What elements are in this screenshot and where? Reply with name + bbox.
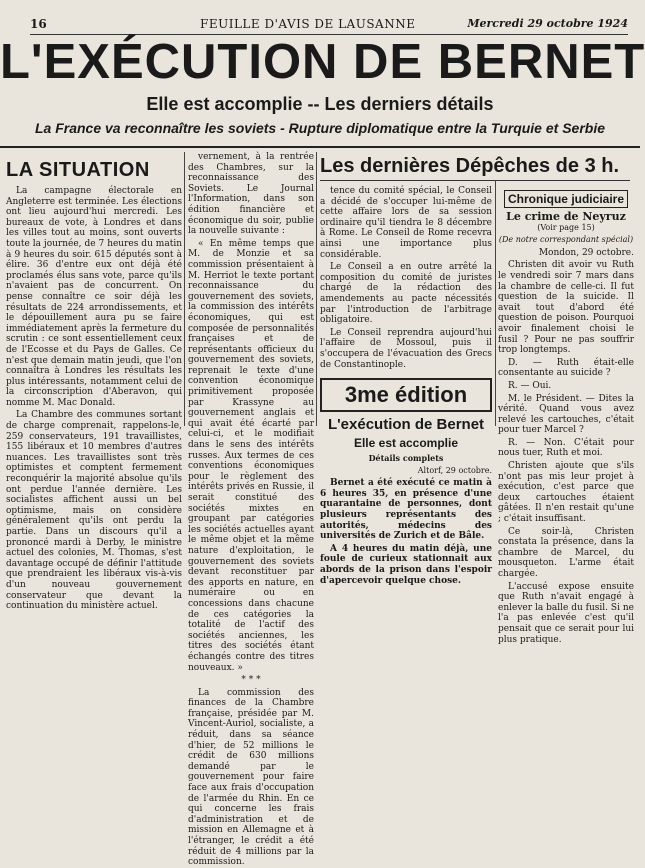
header-divider [0, 146, 640, 148]
third-edition-banner [320, 378, 492, 412]
column-divider [316, 152, 317, 426]
article-paragraph: A 4 heures du matin déjà, une foule de curieux stationnait aux abords de la prison dans l'espoir d'apercevoir quelque chose. [320, 543, 492, 586]
section-title-situation: LA SITUATION [6, 159, 150, 181]
page-reference: (Voir page 15) [537, 222, 595, 232]
subheadline: Elle est accomplie -- Les derniers détails [146, 94, 494, 114]
column-situation [6, 152, 182, 612]
article-paragraph: vernement, à la rentrée des Chambres, sur la reconnaissance des Soviets. Le Journal l'Information, dans son édition financière et économique du soir, publie la nouvelle suivante : [188, 152, 314, 237]
crime-title: Le crime de Neyruz [506, 210, 626, 223]
article-paragraph: R. — Non. C'était pour nous tuer, Ruth et moi. [498, 437, 634, 459]
execution-title: L'exécution de Bernet [327, 416, 485, 434]
masthead-bar [30, 16, 628, 35]
correspondent-note: (De notre correspondant spécial) [498, 235, 634, 245]
article-paragraph: Christen ajoute que s'ils n'ont pas mis leur projet à exécution, c'est parce que deux cartouches étaient gâtées. Il n'en restait qu'une ; c'était insuffisant. [498, 461, 634, 525]
issue-date: Mercredi 29 octobre 1924 [467, 17, 628, 30]
article-paragraph: D. — Ruth était-elle consentante au suicide ? [498, 357, 634, 379]
article-paragraph: La commission des finances de la Chambre française, présidée par M. Vincent-Auriol, socialiste, a réduit, dans sa séance d'hier, de 52 millions le crédit de 630 millions demandé par le gouvernement pour faire face aux frais d'occupation de l'armée du Rhin. En ce qui concerne les frais d'administration et de mission en Allemagne et à l'étranger, le crédit a été réduit de 4 millions par la commission. [188, 687, 314, 868]
column-depeches [320, 152, 492, 586]
article-paragraph: « En même temps que M. de Monzie et sa commission présentaient à M. Herriot le texte portant reconnaissance du gouvernement des soviets, la commission des intérêts économiques, qui est composée de personnalités françaises et de représentants officieux du gouvernement des soviets, reprenait le texte d'une convention économique primitivement proposée par Krassyne au gouvernement anglais et qui avait été écarté par celui-ci, et le modifiait dans le sens des intérêts russes. Aux termes de ces conventions économiques pour le règlement des intérêts privés en Russie, il serait constitué des sociétés mixtes en groupant par catégories les sociétés actuelles ayant le même objet et la même nature d'exploitation, le gouvernement des soviets devant reconstituer par des apports en nature, en numéraire ou en concessions dans chacune de ces catégories la totalité de l'actif des sociétés anciennes, les titres des sociétés étant échangés contre des titres nouveaux. » [188, 238, 314, 673]
page-number: 16 [30, 17, 47, 31]
article-paragraph: Christen dit avoir vu Ruth le vendredi soir 7 mars dans la chambre de celle-ci. Il fut question de la suicide. Il avait tout d'abord été question de poison. Pourquoi avoir finalement choisi le fusil ? Pour ne pas souffrir trop longtemps. [498, 260, 634, 356]
article-paragraph: La campagne électorale en Angleterre est terminée. Les élections ont lieu aujourd'hui mercredi. Les bureaux de vote, à Londres et dans les villes tout au moins, sont ouverts toute la journée, de 7 heures du matin à 9 heures du soir. 615 députés sont à élire. 36 d'entre eux ont déjà été proclamés élus sans vote, parce qu'ils n'avaient pas de concurrent. On pense connaître ce soir déjà les résultats de 224 arrondissements, et le dépouillement aura pu se faire immédiatement après la fermeture du scrutin : ce sont essentiellement ceux de l'Ecosse et du Pays de Galles. Ce n'est que demain matin jeudi, que l'on connaîtra à Londres les résultats les plus intéressants, notamment celui de la circonscription d'Aberavon, qui nomme M. Mac Donald. [6, 186, 182, 408]
column-divider [184, 152, 185, 426]
dateline: Altorf, 29 octobre. [417, 465, 492, 475]
article-paragraph: Le Conseil a en outre arrêté la composition du comité de juristes chargé de la rédaction des amendements au pacte nécessités par l'introduction de l'arbitrage obligatoire. [320, 262, 492, 326]
newspaper-name: FEUILLE D'AVIS DE LAUSANNE [200, 17, 416, 31]
separator-stars: * * * [241, 675, 261, 686]
article-paragraph: Le Conseil reprendra aujourd'hui l'affaire de Mossoul, puis il s'occupera de l'évacuation des Grecs de Constantinople. [320, 327, 492, 370]
dateline: Mondon, 29 octobre. [538, 247, 634, 258]
section-title-depeches: Les dernières Dépêches de 3 h. [320, 152, 630, 181]
edition-label: édition [395, 382, 468, 408]
article-paragraph: R. — Oui. [508, 380, 552, 391]
edition-number: 3me [344, 382, 389, 408]
details-label: Détails complets [368, 453, 444, 464]
column-chronique [498, 152, 634, 645]
article-paragraph: Ce soir-là, Christen constata la présence, dans la chambre de Marcel, du mousqueton. L'arme était chargée. [498, 526, 634, 579]
article-paragraph: M. le Président. — Dites la vérité. Quand vous avez relevé les cartouches, c'était pour tuer Marcel ? [498, 393, 634, 436]
column-soviets [188, 152, 314, 868]
main-headline: L'EXÉCUTION DE BERNET [0, 35, 645, 89]
article-paragraph: Bernet a été exécuté ce matin à 6 heures 35, en présence d'une quarantaine de personnes, dont plusieurs représentants des autorités, médecins des universités de Zurich et de Bâle. [320, 478, 492, 542]
execution-subtitle: Elle est accomplie [353, 436, 459, 451]
column-divider [495, 180, 496, 426]
chronique-box: Chronique judiciaire [504, 190, 628, 208]
article-paragraph: La Chambre des communes sortant de charge comprenait, rappelons-le, 259 conservateurs, 191 travaillistes, 155 libéraux et 10 membres d'autres nuances. Les travaillistes sont très optimistes et comptent fermement reconquérir la majorité absolue qu'ils ont perdue l'année dernière. Les socialistes affichent aussi un bel optimisme, mais on considère généralement qu'ils ont perdu la partie. Dans un discours qu'il a prononcé mardi à Derby, le ministre actuel des colonies, M. Thomas, s'est davantage occupé de définir l'attitude que prendraient les libéraux vis-à-vis d'un nouveau gouvernement conservateur que devant la continuation du ministère actuel. [6, 410, 182, 612]
secondary-subheadline: La France va reconnaître les soviets - Rupture diplomatique entre la Turquie et Serbie [34, 120, 605, 136]
article-paragraph: L'accusé expose ensuite que Ruth n'avait engagé à enlever la balle du fusil. Si ne l'a pas enlevée c'est qu'il pensait que ce serait pour lui plus pratique. [498, 581, 634, 645]
article-paragraph: tence du comité spécial, le Conseil a décidé de s'occuper lui-même de cette affaire lors de sa session ordinaire qu'il tiendra le 8 décembre à Rome. Le Conseil de Rome recevra ainsi une importance plus considérable. [320, 186, 492, 260]
